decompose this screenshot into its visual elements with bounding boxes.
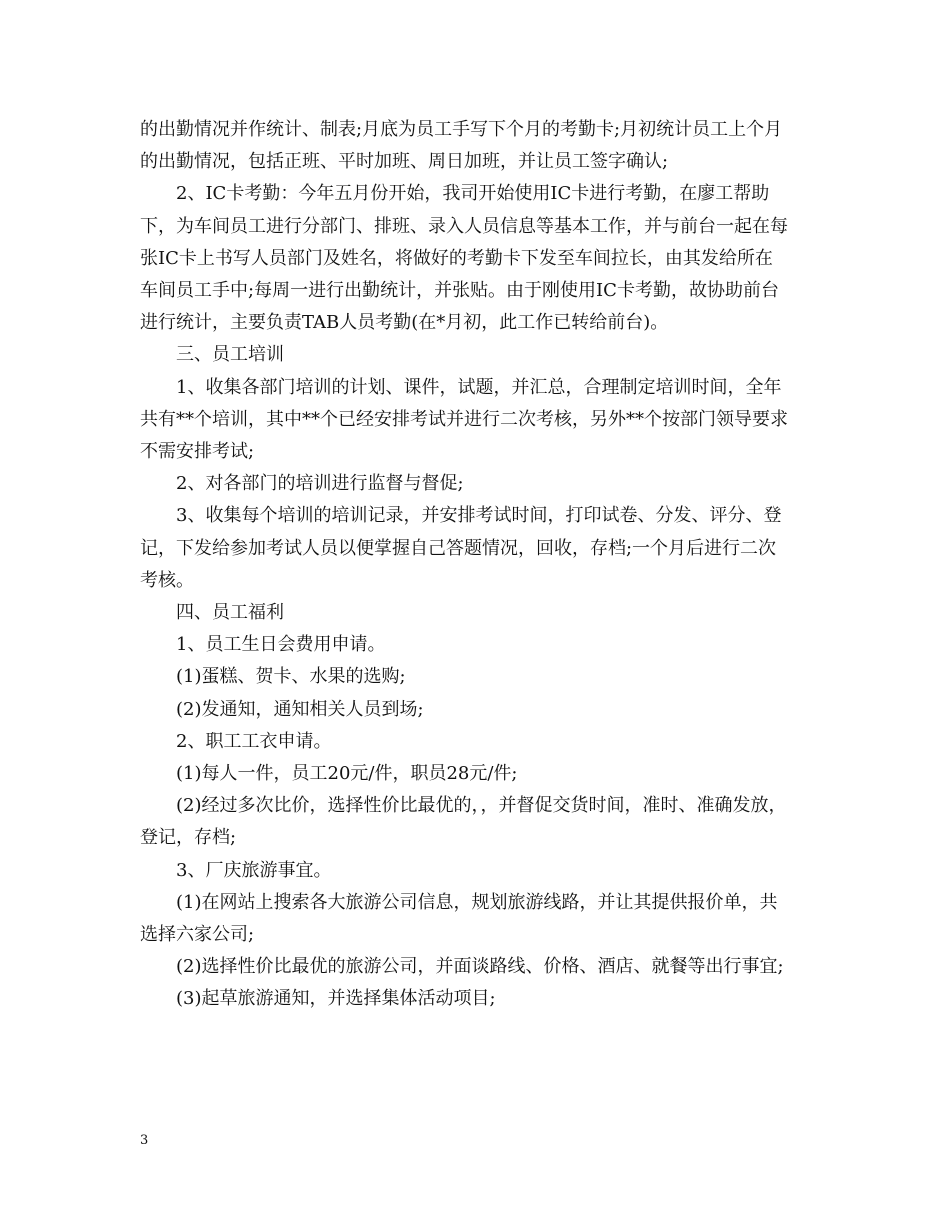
paragraph-training-supervision: 2、对各部门的培训进行监督与督促; (176, 473, 464, 495)
list-item-draft-notice: (3)起草旅游通知，并选择集体活动项目; (176, 988, 496, 1010)
paragraph-training-plan: 1、收集各部门培训的计划、课件，试题，并汇总，合理制定培训时间，全年 共有**个培训，其中**个已经安排考试并进行二次考核，另外**个按部门领导要求 不需安排考试; (140, 376, 788, 463)
page-number: 3 (140, 1133, 149, 1148)
document-body (140, 114, 822, 1016)
list-item-notify-staff: (2)发通知，通知相关人员到场; (176, 698, 424, 720)
paragraph-ic-card-attendance: 2、IC卡考勤：今年五月份开始，我司开始使用IC卡进行考勤，在廖工帮助 下，为车间员工进行分部门、排班、录入人员信息等基本工作，并与前台一起在每 张IC卡上书写人员部门及姓名，将做好的考勤卡下发至车间拉长，由其发给所在 车间员工手中;每周一进行出勤统计，并张贴。由于刚使用IC卡考勤，故协助前台 进行统计，主要负责TAB人员考勤(在*月初，此工作已转给前台)。 (140, 183, 788, 334)
paragraph-uniform-request: 2、职工工衣申请。 (176, 730, 332, 752)
section-heading-welfare: 四、员工福利 (176, 602, 284, 624)
paragraph-training-records: 3、收集每个培训的培训记录，并安排考试时间，打印试卷、分发、评分、登 记，下发给参加考试人员以便掌握自己答题情况，回收，存档;一个月后进行二次 考核。 (140, 505, 782, 591)
paragraph-attendance-summary: 的出勤情况并作统计、制表;月底为员工手写下个月的考勤卡;月初统计员工上个月 的出勤情况，包括正班、平时加班、周日加班，并让员工签字确认; (140, 119, 783, 173)
list-item-select-agency: (2)选择性价比最优的旅游公司，并面谈路线、价格、酒店、就餐等出行事宜; (176, 956, 784, 978)
paragraph-anniversary-trip: 3、厂庆旅游事宜。 (176, 859, 332, 881)
paragraph-birthday-party: 1、员工生日会费用申请。 (176, 634, 386, 656)
section-heading-training: 三、员工培训 (176, 344, 284, 366)
list-item-price-comparison: (2)经过多次比价，选择性价比最优的，，并督促交货时间，准时、准确发放， 登记，存档; (140, 795, 787, 849)
list-item-uniform-price: (1)每人一件，员工20元/件，职员28元/件; (176, 763, 518, 785)
list-item-search-agencies: (1)在网站上搜索各大旅游公司信息，规划旅游线路，并让其提供报价单，共 选择六家公司; (140, 891, 778, 946)
list-item-cake-purchase: (1)蛋糕、贺卡、水果的选购; (176, 666, 406, 688)
